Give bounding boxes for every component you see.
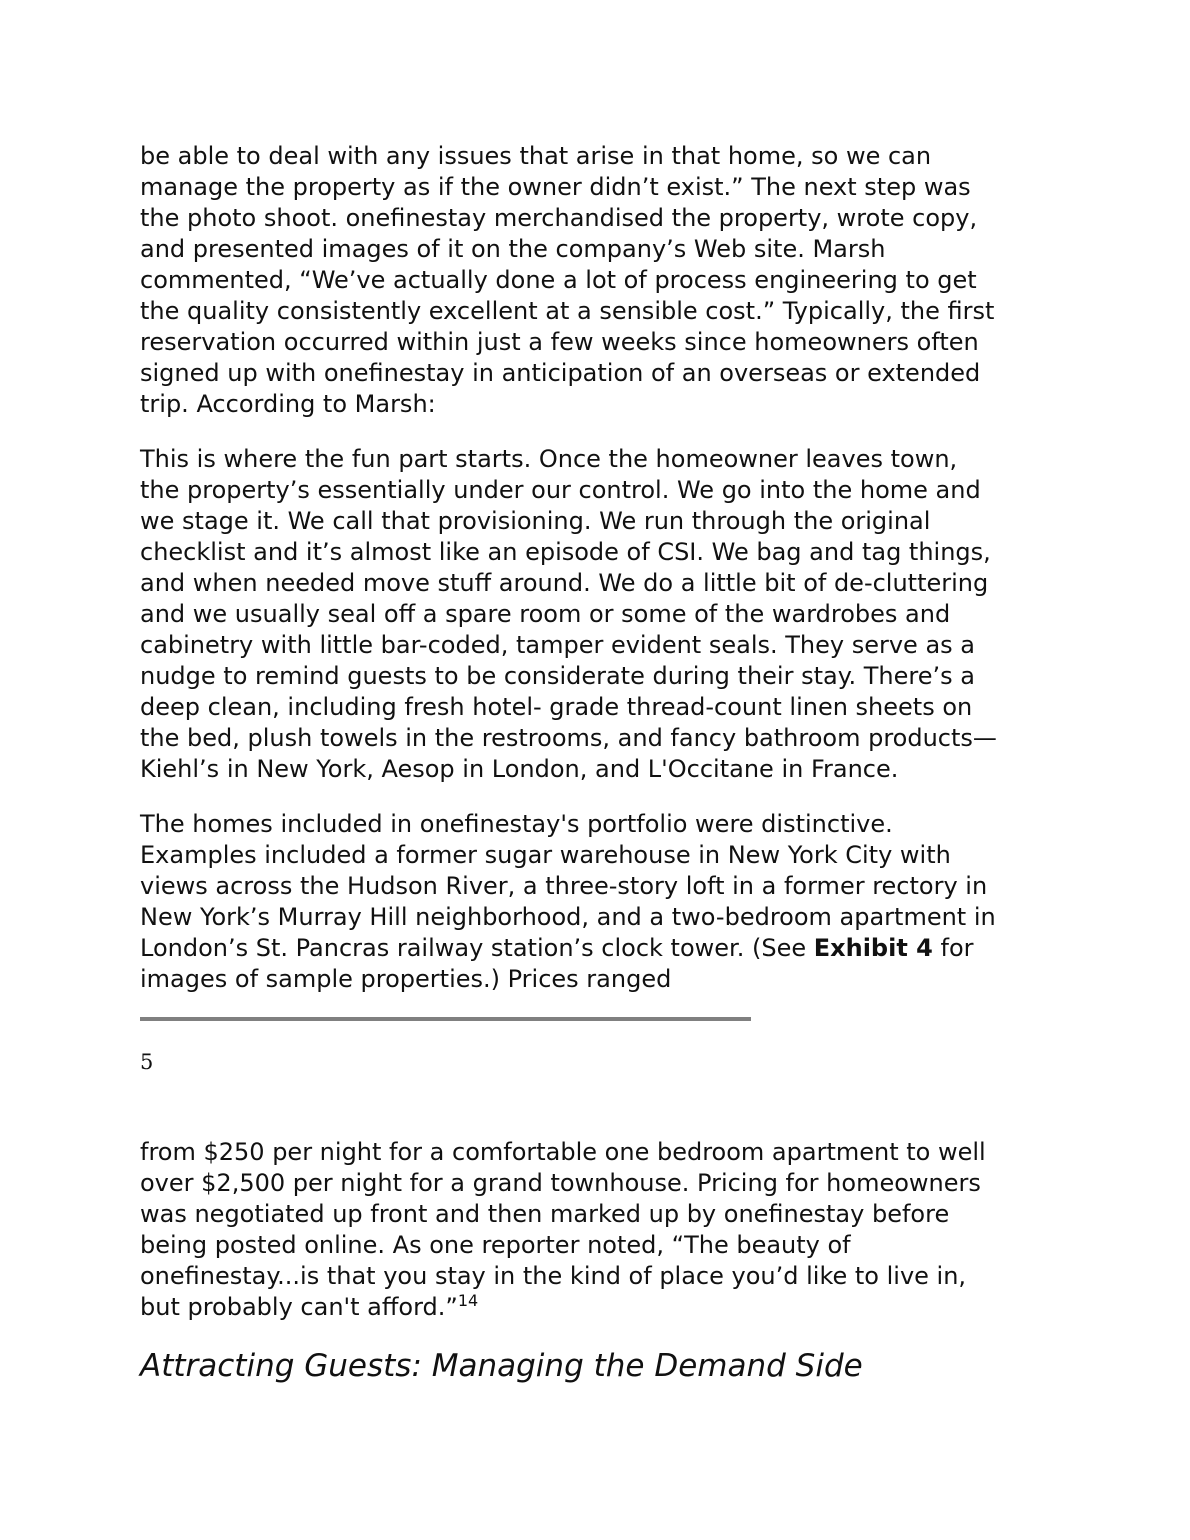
section-heading: Attracting Guests: Managing the Demand Side	[140, 1348, 863, 1384]
pricing-text: from $250 per night for a comfortable one bedroom apartment to well over $2,500 per night for a grand townhouse. Pricing for homeowners was negotiated up front and then marked up by onefinestay before being posted online. As one reporter noted, “The beauty of onefinestay...is that you stay in the kind of place you’d like to live in, but probably can't afford.”	[140, 1138, 986, 1321]
page-break-rule	[140, 1017, 751, 1021]
exhibit-reference: Exhibit 4	[813, 934, 933, 962]
body-paragraph-portfolio	[140, 809, 1060, 995]
portfolio-text-before: The homes included in onefinestay's portfolio were distinctive. Examples included a former sugar warehouse in New York City with views across the Hudson River, a three-story loft in a former rectory in New York’s Murray Hill neighborhood, and a two-bedroom apartment in London’s St. Pancras railway station’s clock tower. (See	[140, 810, 996, 962]
portfolio-text-after: for images of sample properties.) Prices ranged	[140, 934, 974, 993]
block-quote-marsh: This is where the fun part starts. Once the homeowner leaves town, the property’s essentially under our control. We go into the home and we stage it. We call that provisioning. We run through the original checklist and it’s almost like an episode of CSI. We bag and tag things, and when needed move stuff around. We do a little bit of de-cluttering and we usually seal off a spare room or some of the wardrobes and cabinetry with little bar-coded, tamper evident seals. They serve as a nudge to remind guests to be considerate during their stay. There’s a deep clean, including fresh hotel- grade thread-count linen sheets on the bed, plush towels in the restrooms, and fancy bathroom products— Kiehl’s in New York, Aesop in London, and L'Occitane in France.	[140, 445, 997, 783]
body-paragraph-provisioning-intro: be able to deal with any issues that arise in that home, so we can manage the property as if the owner didn’t exist.” The next step was the photo shoot. onefinestay merchandised the property, wrote copy, and presented images of it on the company’s Web site. Marsh commented, “We’ve actually done a lot of process engineering to get the quality consistently excellent at a sensible cost.” Typically, the first reservation occurred within just a few weeks since homeowners often signed up with onefinestay in anticipation of an overseas or extended trip. According to Marsh:	[140, 142, 995, 418]
footnote-reference[interactable]: 14	[457, 1291, 479, 1310]
body-paragraph-pricing	[140, 1137, 1060, 1323]
page-number: 5	[140, 1050, 154, 1074]
